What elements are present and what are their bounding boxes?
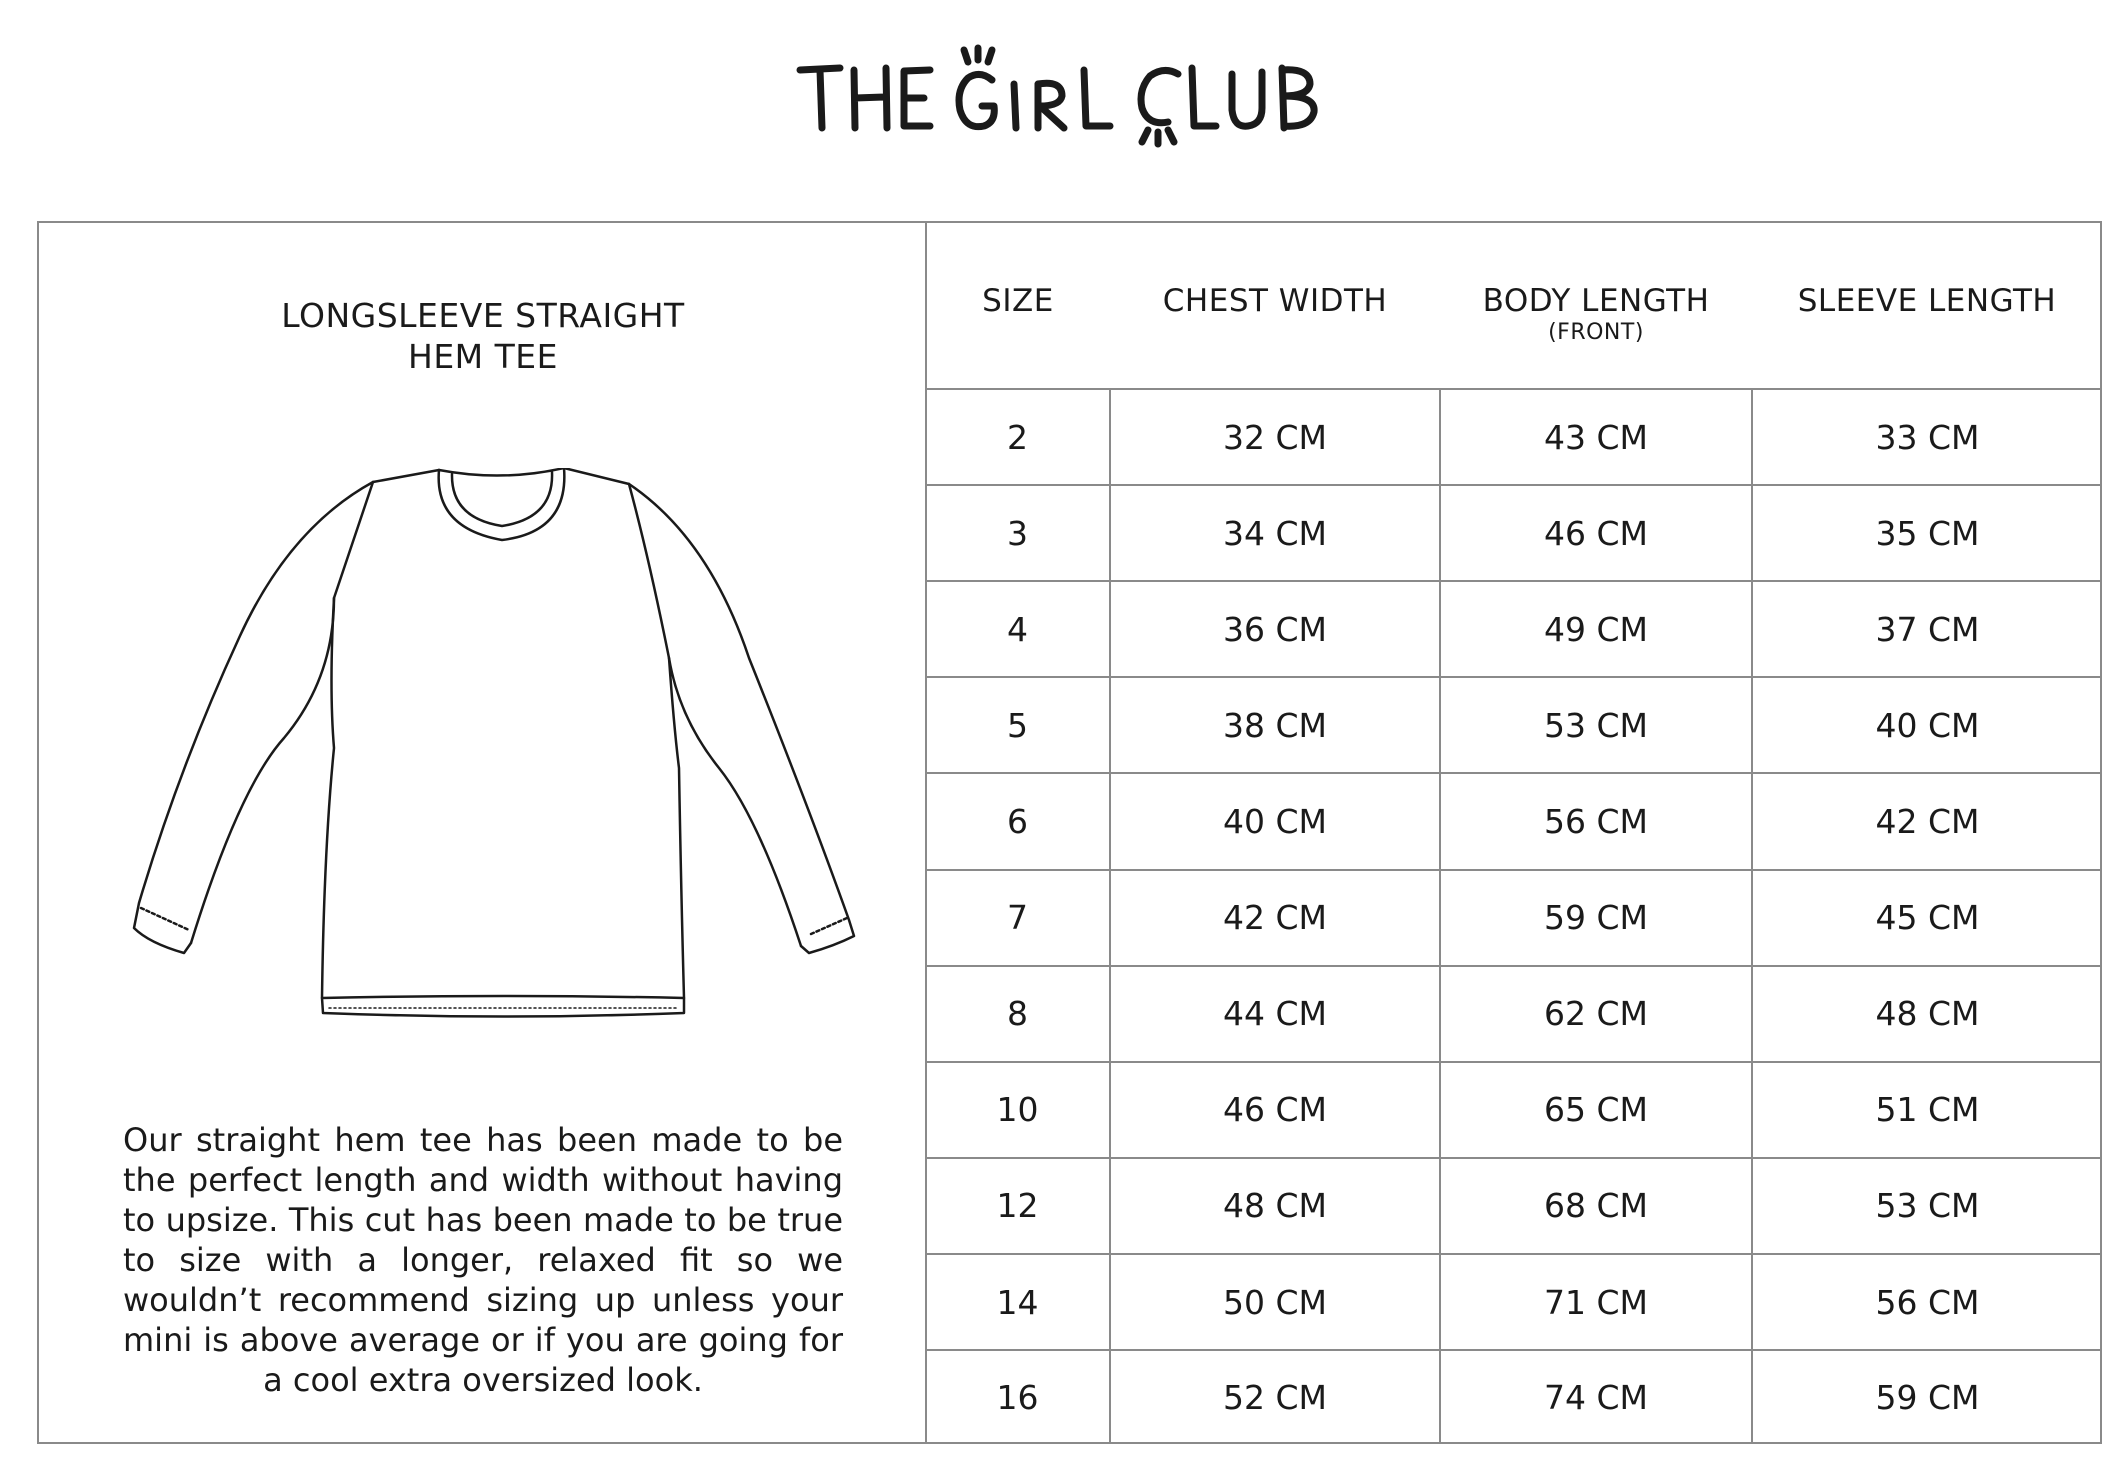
product-title-line-2: HEM TEE [408, 337, 558, 376]
sleeve-cell: 40 CM [1752, 677, 2102, 773]
product-panel [39, 223, 927, 1442]
size-cell: 8 [926, 966, 1110, 1062]
body-cell: 74 CM [1440, 1350, 1752, 1444]
size-guide-frame [37, 221, 2102, 1444]
product-title-line-1: LONGSLEEVE STRAIGHT [281, 296, 685, 335]
garment-illustration [89, 468, 919, 1052]
size-cell: 4 [926, 581, 1110, 677]
sleeve-cell: 45 CM [1752, 870, 2102, 966]
sleeve-cell: 53 CM [1752, 1158, 2102, 1254]
table-row [926, 1350, 2102, 1444]
table-row [926, 870, 2102, 966]
chest-cell: 40 CM [1110, 773, 1440, 869]
brand-logo-wordmark [792, 40, 1332, 150]
table-row [926, 1158, 2102, 1254]
chest-cell: 32 CM [1110, 389, 1440, 485]
header-body-length: BODY LENGTH (FRONT) [1440, 223, 1752, 389]
table-row [926, 677, 2102, 773]
table-row [926, 1062, 2102, 1158]
chest-cell: 44 CM [1110, 966, 1440, 1062]
size-cell: 5 [926, 677, 1110, 773]
header-size: SIZE [926, 223, 1110, 389]
sleeve-cell: 56 CM [1752, 1254, 2102, 1350]
table-row [926, 966, 2102, 1062]
sleeve-cell: 33 CM [1752, 389, 2102, 485]
chest-cell: 46 CM [1110, 1062, 1440, 1158]
chest-cell: 50 CM [1110, 1254, 1440, 1350]
chest-cell: 42 CM [1110, 870, 1440, 966]
sleeve-cell: 42 CM [1752, 773, 2102, 869]
table-row [926, 1254, 2102, 1350]
chest-cell: 38 CM [1110, 677, 1440, 773]
body-cell: 46 CM [1440, 485, 1752, 581]
size-table-wrap [926, 223, 2102, 1442]
body-cell: 53 CM [1440, 677, 1752, 773]
size-table-header-row [926, 223, 2102, 389]
header-body-length-note: (FRONT) [1548, 320, 1644, 345]
sleeve-cell: 35 CM [1752, 485, 2102, 581]
chest-cell: 48 CM [1110, 1158, 1440, 1254]
body-cell: 68 CM [1440, 1158, 1752, 1254]
size-cell: 16 [926, 1350, 1110, 1444]
size-cell: 10 [926, 1062, 1110, 1158]
header-sleeve-length: SLEEVE LENGTH [1752, 223, 2102, 389]
sleeve-cell: 48 CM [1752, 966, 2102, 1062]
product-title [39, 295, 927, 377]
chest-cell: 52 CM [1110, 1350, 1440, 1444]
product-description: Our straight hem tee has been made to be the perfect length and width without having to upsize. This cut has been made to be true to size with a longer, relaxed fit so we wouldn’t recommend sizing up unless your mini is above average or if you are going for a cool extra oversized look. [123, 1121, 843, 1399]
body-cell: 43 CM [1440, 389, 1752, 485]
size-cell: 2 [926, 389, 1110, 485]
size-table [926, 223, 2102, 1444]
brand-logo [0, 40, 2124, 160]
table-row [926, 485, 2102, 581]
size-cell: 3 [926, 485, 1110, 581]
sleeve-cell: 51 CM [1752, 1062, 2102, 1158]
body-cell: 62 CM [1440, 966, 1752, 1062]
table-row [926, 581, 2102, 677]
body-cell: 56 CM [1440, 773, 1752, 869]
longsleeve-tee-icon [89, 468, 919, 1048]
sleeve-cell: 37 CM [1752, 581, 2102, 677]
sleeve-cell: 59 CM [1752, 1350, 2102, 1444]
size-cell: 14 [926, 1254, 1110, 1350]
chest-cell: 34 CM [1110, 485, 1440, 581]
chest-cell: 36 CM [1110, 581, 1440, 677]
body-cell: 65 CM [1440, 1062, 1752, 1158]
body-cell: 71 CM [1440, 1254, 1752, 1350]
body-cell: 59 CM [1440, 870, 1752, 966]
body-cell: 49 CM [1440, 581, 1752, 677]
table-row [926, 389, 2102, 485]
size-cell: 7 [926, 870, 1110, 966]
header-chest-width: CHEST WIDTH [1110, 223, 1440, 389]
size-cell: 6 [926, 773, 1110, 869]
size-cell: 12 [926, 1158, 1110, 1254]
table-row [926, 773, 2102, 869]
